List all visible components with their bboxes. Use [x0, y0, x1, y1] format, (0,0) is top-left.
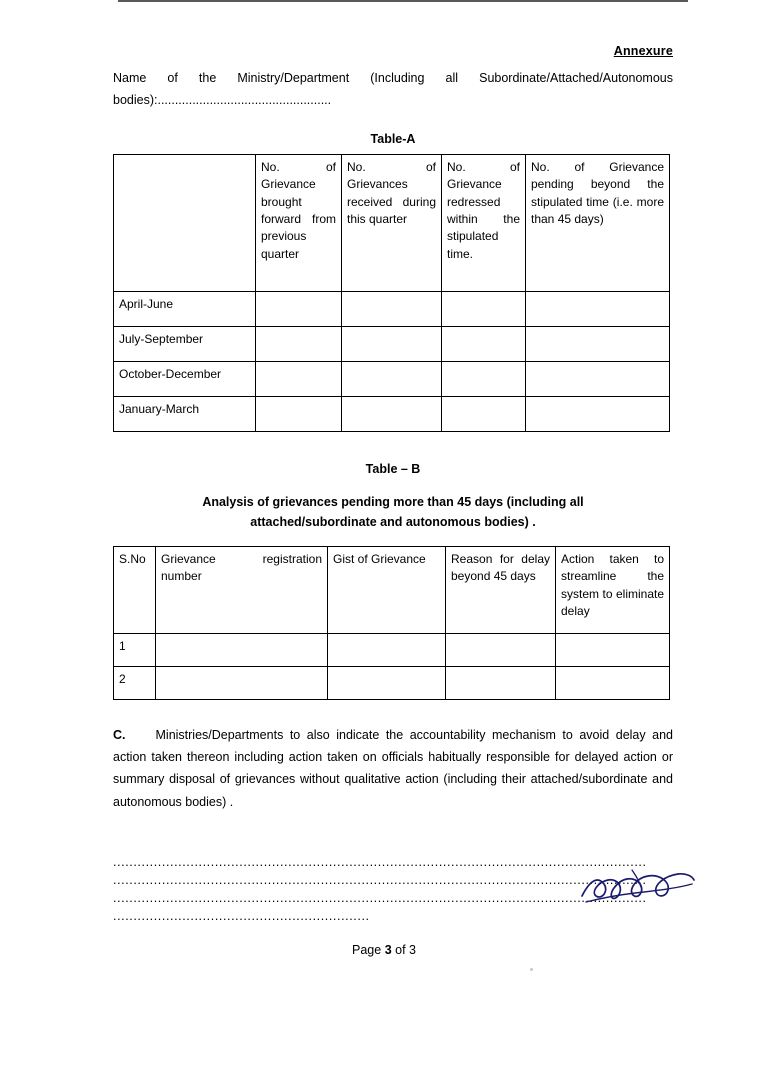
footer-page-number: 3: [384, 943, 392, 957]
table-a-cell[interactable]: [342, 291, 442, 326]
table-b-cell[interactable]: [156, 633, 328, 666]
table-a-cell[interactable]: [342, 361, 442, 396]
table-a-cell[interactable]: [526, 396, 670, 431]
clause-c-letter: C.: [113, 727, 126, 742]
table-a-cell[interactable]: [442, 361, 526, 396]
table-a-title: Table-A: [370, 131, 416, 146]
table-a-cell[interactable]: [526, 326, 670, 361]
table-b-header-row: [114, 546, 670, 633]
table-b-col-4: Action taken to streamline the system to eliminate delay: [556, 546, 670, 633]
signature-mark: [578, 862, 698, 912]
table-b-title: Table – B: [365, 461, 421, 476]
table-b-cell[interactable]: [446, 666, 556, 699]
dotted-line: ...................................................................................................................................: [113, 890, 647, 905]
footer-prefix: Page: [352, 943, 385, 957]
table-b-sno: 1: [114, 633, 156, 666]
table-row: [114, 396, 670, 431]
table-a-cell[interactable]: [442, 291, 526, 326]
table-b-col-1: Grievance registration number: [156, 546, 328, 633]
table-b-col-3: Reason for delay beyond 45 days: [446, 546, 556, 633]
table-a-cell[interactable]: [342, 326, 442, 361]
page-top-rule: [0, 0, 768, 6]
table-a-cell[interactable]: [256, 396, 342, 431]
table-a-col-0: [114, 154, 256, 291]
table-b-cell[interactable]: [556, 633, 670, 666]
dotted-line: ...................................................................................................................................: [113, 854, 647, 869]
page-footer: [0, 943, 768, 957]
table-a-col-4: No. of Grievance pending beyond the stipulated time (i.e. more than 45 days): [526, 154, 670, 291]
table-b: [113, 546, 670, 700]
table-a-row-label: January-March: [114, 396, 256, 431]
table-a-cell[interactable]: [256, 326, 342, 361]
clause-c-text: Ministries/Departments to also indicate the accountability mechanism to avoid delay and action taken thereon including action taken on officials habitually responsible for delayed action or summary disposal of grievances without qualitative action (including their attached/subordinate and autonomous bodies) .: [113, 727, 673, 809]
table-a-col-1: No. of Grievance brought forward from previous quarter: [256, 154, 342, 291]
table-b-cell[interactable]: [156, 666, 328, 699]
table-a-cell[interactable]: [442, 326, 526, 361]
table-b-sno: 2: [114, 666, 156, 699]
table-a: [113, 154, 670, 432]
table-row: [114, 291, 670, 326]
table-row: [114, 666, 670, 699]
clause-c-paragraph: [113, 724, 673, 813]
table-b-col-2: Gist of Grievance: [328, 546, 446, 633]
table-b-cell[interactable]: [446, 633, 556, 666]
ministry-name-paragraph: Name of the Ministry/Department (Including all Subordinate/Attached/Autonomous bodies):..................................................: [113, 71, 673, 107]
table-a-row-label: April-June: [114, 291, 256, 326]
table-row: [114, 633, 670, 666]
scan-speck: [530, 968, 533, 971]
dotted-line: ...................................................................................................................................: [113, 872, 647, 887]
table-b-subtitle: Analysis of grievances pending more than 45 days (including all attached/subordinate and autonomous bodies) .: [202, 494, 584, 529]
annexure-heading: Annexure: [613, 44, 673, 58]
table-b-col-0: S.No: [114, 546, 156, 633]
table-b-cell[interactable]: [328, 633, 446, 666]
table-row: [114, 326, 670, 361]
table-a-cell[interactable]: [342, 396, 442, 431]
table-a-header-row: [114, 154, 670, 291]
table-a-col-3: No. of Grievance redressed within the stipulated time.: [442, 154, 526, 291]
table-a-cell[interactable]: [442, 396, 526, 431]
table-a-col-2: No. of Grievances received during this quarter: [342, 154, 442, 291]
dotted-line: ...............................................................: [113, 908, 370, 923]
document-content: [113, 44, 673, 923]
table-a-row-label: October-December: [114, 361, 256, 396]
table-a-row-label: July-September: [114, 326, 256, 361]
footer-suffix: of 3: [391, 943, 416, 957]
table-b-cell[interactable]: [328, 666, 446, 699]
table-a-cell[interactable]: [526, 291, 670, 326]
table-b-cell[interactable]: [556, 666, 670, 699]
table-row: [114, 361, 670, 396]
table-a-cell[interactable]: [256, 361, 342, 396]
table-a-cell[interactable]: [526, 361, 670, 396]
table-a-cell[interactable]: [256, 291, 342, 326]
